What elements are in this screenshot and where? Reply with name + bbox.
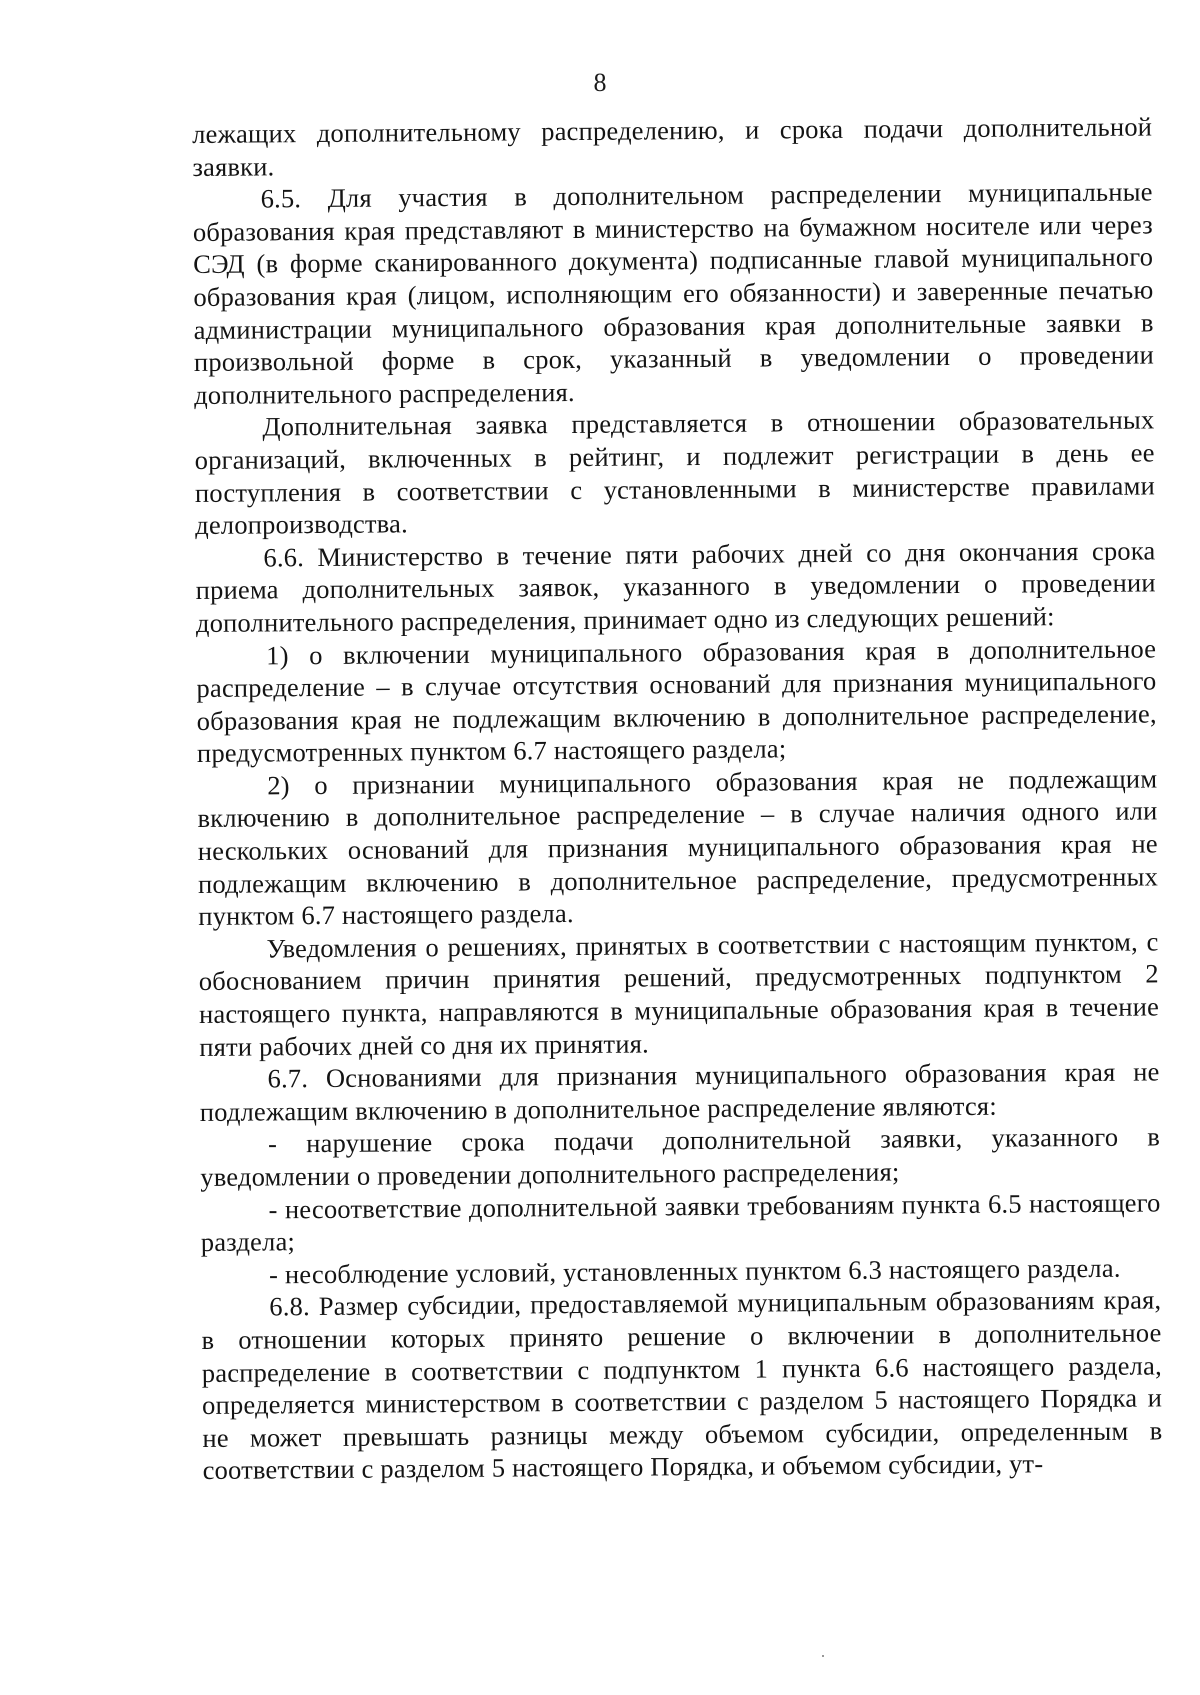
paragraph-6-6-item-1: 1) о включении муниципального образования края в дополнительное распределение – в случае отсутствия оснований для признания муниципального образования края не подлежащим включению в дополнительное распределение, предусмотренных пунктом 6.7 настоящего раздела; xyxy=(196,632,1157,769)
scan-speck xyxy=(822,1655,824,1657)
paragraph-6-7-bullet-2: - несоответствие дополнительной заявки требованиям пункта 6.5 настоящего раздела; xyxy=(200,1187,1161,1258)
paragraph-6-5: 6.5. Для участия в дополнительном распределении муниципальные образования края представляют в министерство на бумажном носителе или через СЭД (в форме сканированного документа) подписанные главой муниципального образования края (лицом, исполняющим его обязанности) и заверенные печатью администрации муниципального образования края дополнительные заявки в произвольной форме в срок, указанный в уведомлении о проведении дополнительного распределения. xyxy=(192,176,1155,410)
paragraph-6-6: 6.6. Министерство в течение пяти рабочих дней со дня окончания срока приема дополнительных заявок, указанного в уведомлении о проведении дополнительного распределения, принимает одно из следующих решений: xyxy=(195,535,1156,638)
paragraph-6-6-item-2: 2) о признании муниципального образования края не подлежащим включению в дополнительное распределение – в случае наличия одного или нескольких оснований для признания муниципального образования края не подлежащим включению в дополнительное распределение, предусмотренных пунктом 6.7 настоящего раздела. xyxy=(197,763,1159,932)
paragraph-6-7-bullet-1: - нарушение срока подачи дополнительной заявки, указанного в уведомлении о проведении дополнительного распределения; xyxy=(200,1121,1161,1192)
paragraph-6-8: 6.8. Размер субсидии, предоставляемой муниципальным образованиям края, в отношении которых принято решение о включении в дополнительное распределение в соответствии с подпунктом 1 пункта 6.6 настоящего раздела, определяется министерством в соответствии с разделом 5 настоящего Порядка и не может превышать разницы между объемом субсидии, определенным в соответствии с разделом 5 настоящего Порядка, и объемом субсидии, ут- xyxy=(201,1284,1163,1486)
paragraph-additional-application: Дополнительная заявка представляется в отношении образовательных организаций, включенных в рейтинг, и подлежит регистрации в день ее поступления в соответствии с установленными в министерстве правилами делопроизводства. xyxy=(194,404,1156,541)
page-number: 8 xyxy=(593,68,607,97)
paragraph-6-7: 6.7. Основаниями для признания муниципального образования края не подлежащим включению в дополнительное распределение являются: xyxy=(199,1056,1160,1127)
paragraph-6-7-bullet-3: - несоблюдение условий, установленных пунктом 6.3 настоящего раздела. xyxy=(268,1252,1121,1290)
document-body xyxy=(192,110,1163,1486)
paragraph-notifications: Уведомления о решениях, принятых в соответствии с настоящим пунктом, с обоснованием причин принятия решений, предусмотренных подпунктом 2 настоящего пункта, направляются в муниципальные образования края в течение пяти рабочих дней со дня их принятия. xyxy=(198,926,1160,1062)
paragraph-continuation: лежащих дополнительному распределению, и срока подачи дополнительной заявки. xyxy=(192,111,1153,182)
